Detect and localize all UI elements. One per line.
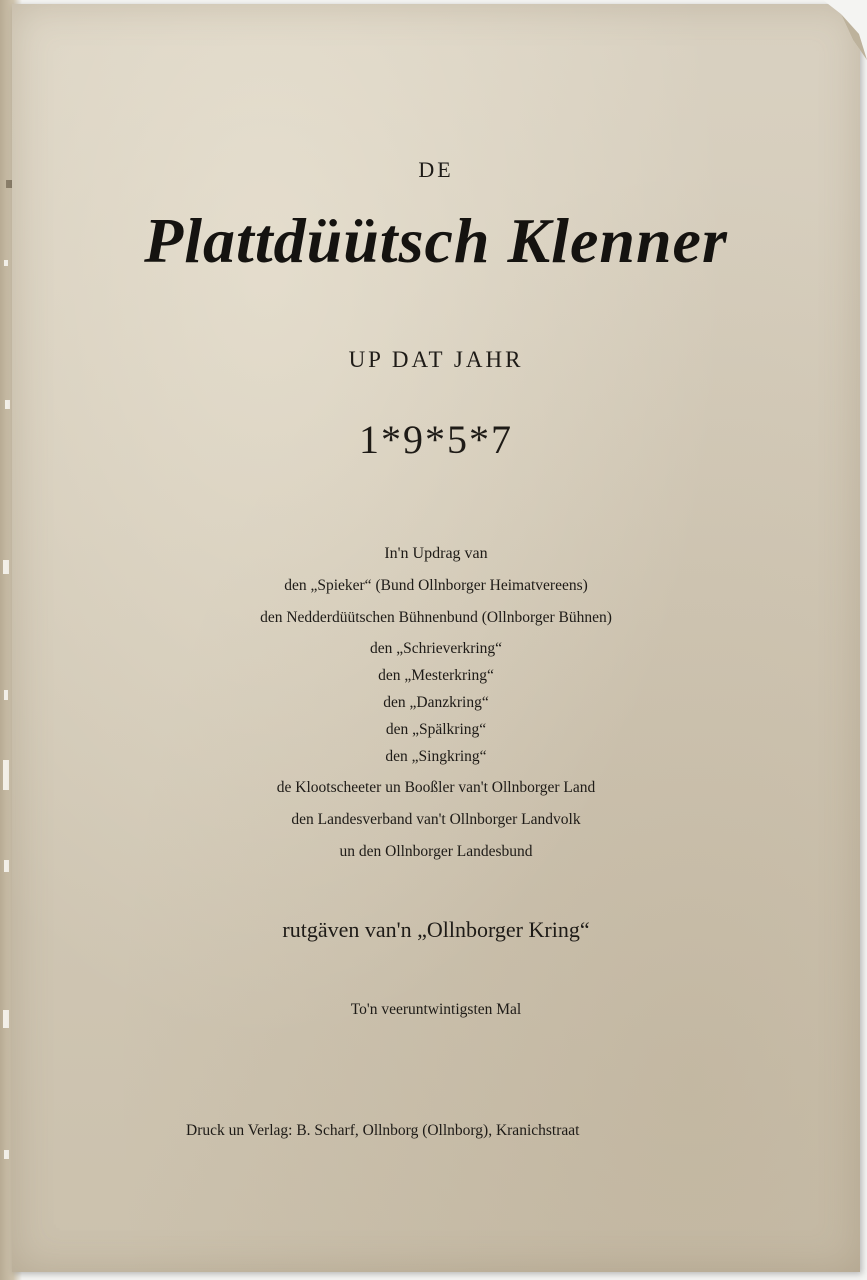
organization-item: den „Spälkring“	[385, 721, 487, 738]
imprint-line: Druck un Verlag: B. Scharf, Ollnborg (Ollnborg), Kranichstraat	[186, 1122, 580, 1139]
title-subtitle: UP DAT JAHR	[348, 347, 524, 372]
title-page	[12, 4, 860, 1272]
organization-item: un den Ollnborger Landesbund	[339, 843, 533, 860]
title-year: 1*9*5*7	[359, 417, 513, 462]
commission-intro: In'n Updrag van	[384, 545, 488, 562]
publisher-line: rutgäven van'n „Ollnborger Kring“	[282, 917, 590, 942]
edition-line: To'n veeruntwintigsten Mal	[350, 1001, 522, 1018]
organization-item: den Landesverband van't Ollnborger Landvolk	[291, 811, 581, 828]
organization-item: de Klootscheeter un Booßler van't Ollnborger Land	[276, 779, 596, 796]
organization-item: den „Mesterkring“	[378, 667, 494, 684]
book-title: Plattdüütsch Klenner	[144, 205, 728, 276]
organization-item: den „Spieker“ (Bund Ollnborger Heimatvereens)	[284, 577, 588, 594]
page-corner-fold	[823, 0, 867, 60]
organization-item: den „Singkring“	[385, 748, 487, 765]
organization-item: den „Schrieverkring“	[369, 640, 503, 657]
organization-item: den Nedderdüütschen Bühnenbund (Ollnborger Bühnen)	[260, 609, 612, 626]
title-article: DE	[418, 157, 454, 182]
organization-item: den „Danzkring“	[383, 694, 489, 711]
